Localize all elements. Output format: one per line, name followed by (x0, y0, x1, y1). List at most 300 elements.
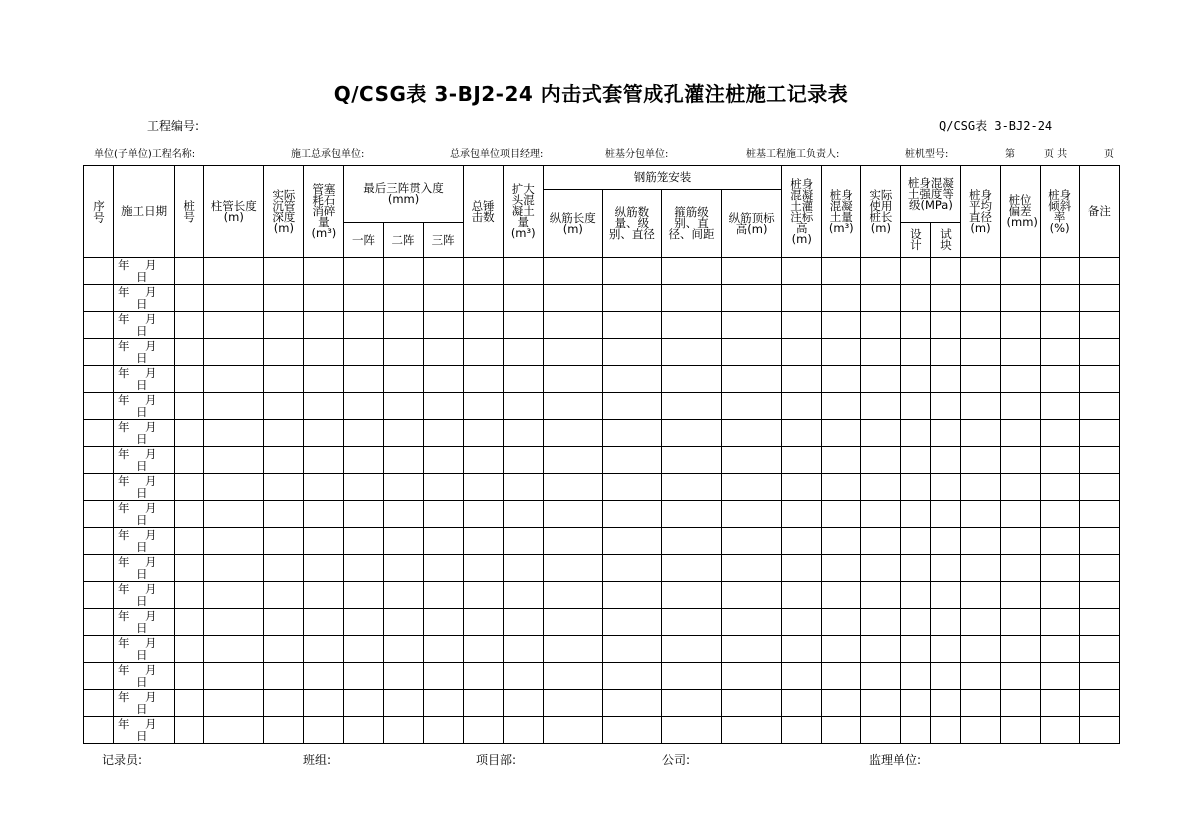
table-cell[interactable] (503, 690, 543, 717)
table-cell[interactable] (661, 582, 721, 609)
table-cell[interactable] (961, 420, 1000, 447)
table-cell[interactable] (861, 555, 901, 582)
table-cell[interactable] (304, 528, 344, 555)
table-cell[interactable] (722, 690, 782, 717)
table-cell[interactable] (661, 312, 721, 339)
table-cell[interactable] (383, 555, 423, 582)
table-cell[interactable] (264, 474, 304, 501)
table-cell[interactable] (1000, 366, 1040, 393)
table-cell[interactable] (543, 285, 602, 312)
table-cell[interactable] (543, 636, 602, 663)
table-cell[interactable] (543, 258, 602, 285)
table-cell[interactable] (423, 474, 463, 501)
table-cell[interactable] (503, 609, 543, 636)
table-cell[interactable] (931, 285, 961, 312)
table-cell[interactable] (822, 339, 861, 366)
table-cell[interactable] (304, 717, 344, 744)
table-cell[interactable] (204, 447, 264, 474)
table-cell[interactable] (1000, 582, 1040, 609)
table-cell[interactable] (175, 393, 204, 420)
table-cell[interactable] (344, 501, 383, 528)
table-cell[interactable] (782, 690, 822, 717)
table-cell[interactable] (344, 339, 383, 366)
table-cell[interactable] (602, 636, 661, 663)
table-cell[interactable] (463, 609, 503, 636)
table-cell[interactable] (204, 258, 264, 285)
table-cell[interactable] (175, 717, 204, 744)
table-cell[interactable] (423, 285, 463, 312)
table-cell[interactable] (722, 447, 782, 474)
table-cell[interactable] (383, 717, 423, 744)
table-cell[interactable] (463, 717, 503, 744)
table-cell[interactable] (84, 609, 114, 636)
table-cell[interactable] (84, 339, 114, 366)
table-cell[interactable] (722, 501, 782, 528)
table-cell[interactable] (661, 717, 721, 744)
table-cell[interactable] (1000, 690, 1040, 717)
table-cell[interactable] (931, 339, 961, 366)
table-cell[interactable] (1000, 717, 1040, 744)
table-cell[interactable] (931, 501, 961, 528)
table-cell[interactable] (861, 528, 901, 555)
table-cell[interactable] (543, 339, 602, 366)
table-cell[interactable] (1040, 447, 1079, 474)
table-cell[interactable] (861, 501, 901, 528)
table-cell[interactable] (722, 312, 782, 339)
table-cell[interactable] (463, 258, 503, 285)
table-cell[interactable] (383, 501, 423, 528)
table-cell[interactable] (901, 609, 931, 636)
date-cell[interactable] (114, 447, 175, 474)
table-cell[interactable] (1040, 339, 1079, 366)
table-cell[interactable] (661, 555, 721, 582)
date-cell[interactable] (114, 339, 175, 366)
table-cell[interactable] (931, 312, 961, 339)
table-cell[interactable] (861, 474, 901, 501)
table-cell[interactable] (423, 555, 463, 582)
table-cell[interactable] (204, 474, 264, 501)
table-cell[interactable] (264, 393, 304, 420)
table-cell[interactable] (423, 636, 463, 663)
table-cell[interactable] (1000, 393, 1040, 420)
table-cell[interactable] (543, 582, 602, 609)
table-cell[interactable] (901, 582, 931, 609)
table-cell[interactable] (264, 636, 304, 663)
table-cell[interactable] (961, 339, 1000, 366)
table-cell[interactable] (383, 420, 423, 447)
table-cell[interactable] (463, 420, 503, 447)
table-cell[interactable] (463, 312, 503, 339)
table-cell[interactable] (423, 366, 463, 393)
table-cell[interactable] (383, 447, 423, 474)
table-cell[interactable] (961, 555, 1000, 582)
table-cell[interactable] (264, 663, 304, 690)
table-cell[interactable] (861, 636, 901, 663)
table-cell[interactable] (722, 555, 782, 582)
date-cell[interactable] (114, 582, 175, 609)
table-cell[interactable] (961, 609, 1000, 636)
table-cell[interactable] (901, 474, 931, 501)
table-cell[interactable] (1040, 609, 1079, 636)
table-cell[interactable] (722, 420, 782, 447)
table-cell[interactable] (901, 258, 931, 285)
table-cell[interactable] (861, 312, 901, 339)
table-cell[interactable] (602, 501, 661, 528)
table-cell[interactable] (84, 636, 114, 663)
table-cell[interactable] (861, 258, 901, 285)
table-cell[interactable] (204, 393, 264, 420)
table-cell[interactable] (503, 501, 543, 528)
table-cell[interactable] (901, 501, 931, 528)
table-cell[interactable] (503, 636, 543, 663)
table-cell[interactable] (1000, 285, 1040, 312)
date-cell[interactable] (114, 366, 175, 393)
table-cell[interactable] (264, 528, 304, 555)
table-cell[interactable] (602, 717, 661, 744)
table-cell[interactable] (304, 366, 344, 393)
table-cell[interactable] (175, 501, 204, 528)
table-cell[interactable] (722, 393, 782, 420)
table-cell[interactable] (84, 393, 114, 420)
table-cell[interactable] (1079, 609, 1119, 636)
table-cell[interactable] (722, 528, 782, 555)
table-cell[interactable] (503, 285, 543, 312)
table-cell[interactable] (84, 528, 114, 555)
table-cell[interactable] (1040, 420, 1079, 447)
table-cell[interactable] (503, 663, 543, 690)
table-cell[interactable] (344, 258, 383, 285)
table-cell[interactable] (1040, 690, 1079, 717)
table-cell[interactable] (423, 582, 463, 609)
table-cell[interactable] (861, 582, 901, 609)
table-cell[interactable] (1079, 366, 1119, 393)
table-cell[interactable] (463, 636, 503, 663)
table-cell[interactable] (1079, 420, 1119, 447)
table-cell[interactable] (901, 312, 931, 339)
table-cell[interactable] (931, 663, 961, 690)
table-cell[interactable] (264, 717, 304, 744)
table-cell[interactable] (304, 339, 344, 366)
table-cell[interactable] (1040, 474, 1079, 501)
table-cell[interactable] (901, 420, 931, 447)
table-cell[interactable] (602, 609, 661, 636)
table-cell[interactable] (543, 420, 602, 447)
table-cell[interactable] (344, 285, 383, 312)
table-cell[interactable] (1000, 501, 1040, 528)
table-cell[interactable] (961, 258, 1000, 285)
table-cell[interactable] (344, 582, 383, 609)
table-cell[interactable] (463, 474, 503, 501)
table-cell[interactable] (84, 690, 114, 717)
table-cell[interactable] (782, 474, 822, 501)
table-cell[interactable] (1000, 636, 1040, 663)
date-cell[interactable] (114, 663, 175, 690)
table-cell[interactable] (822, 609, 861, 636)
table-cell[interactable] (175, 366, 204, 393)
date-cell[interactable] (114, 636, 175, 663)
table-cell[interactable] (722, 609, 782, 636)
table-cell[interactable] (961, 501, 1000, 528)
table-cell[interactable] (503, 555, 543, 582)
table-cell[interactable] (383, 636, 423, 663)
table-cell[interactable] (304, 690, 344, 717)
table-cell[interactable] (304, 447, 344, 474)
table-cell[interactable] (1040, 636, 1079, 663)
table-cell[interactable] (722, 285, 782, 312)
table-cell[interactable] (304, 258, 344, 285)
table-cell[interactable] (204, 717, 264, 744)
table-cell[interactable] (204, 690, 264, 717)
table-cell[interactable] (383, 393, 423, 420)
table-cell[interactable] (543, 474, 602, 501)
table-cell[interactable] (822, 555, 861, 582)
table-cell[interactable] (661, 636, 721, 663)
table-cell[interactable] (204, 339, 264, 366)
table-cell[interactable] (782, 717, 822, 744)
table-cell[interactable] (661, 366, 721, 393)
table-cell[interactable] (661, 393, 721, 420)
table-cell[interactable] (175, 474, 204, 501)
table-cell[interactable] (423, 393, 463, 420)
table-cell[interactable] (931, 474, 961, 501)
date-cell[interactable] (114, 609, 175, 636)
table-cell[interactable] (782, 555, 822, 582)
table-cell[interactable] (344, 555, 383, 582)
table-cell[interactable] (1000, 609, 1040, 636)
table-cell[interactable] (1040, 717, 1079, 744)
table-cell[interactable] (543, 312, 602, 339)
table-cell[interactable] (304, 609, 344, 636)
table-cell[interactable] (961, 717, 1000, 744)
date-cell[interactable] (114, 501, 175, 528)
table-cell[interactable] (344, 690, 383, 717)
table-cell[interactable] (463, 339, 503, 366)
table-cell[interactable] (722, 339, 782, 366)
table-cell[interactable] (204, 420, 264, 447)
table-cell[interactable] (383, 582, 423, 609)
table-cell[interactable] (264, 366, 304, 393)
table-cell[interactable] (931, 582, 961, 609)
table-cell[interactable] (961, 285, 1000, 312)
table-cell[interactable] (661, 528, 721, 555)
table-cell[interactable] (861, 609, 901, 636)
table-cell[interactable] (423, 339, 463, 366)
table-cell[interactable] (543, 393, 602, 420)
table-cell[interactable] (861, 339, 901, 366)
table-cell[interactable] (961, 528, 1000, 555)
table-cell[interactable] (822, 474, 861, 501)
table-cell[interactable] (822, 636, 861, 663)
table-cell[interactable] (304, 420, 344, 447)
table-cell[interactable] (782, 339, 822, 366)
table-cell[interactable] (1040, 285, 1079, 312)
table-cell[interactable] (901, 393, 931, 420)
table-cell[interactable] (344, 366, 383, 393)
table-cell[interactable] (264, 690, 304, 717)
table-cell[interactable] (602, 258, 661, 285)
table-cell[interactable] (175, 420, 204, 447)
table-cell[interactable] (383, 474, 423, 501)
table-cell[interactable] (503, 339, 543, 366)
table-cell[interactable] (1079, 636, 1119, 663)
date-cell[interactable] (114, 393, 175, 420)
table-cell[interactable] (423, 420, 463, 447)
table-cell[interactable] (782, 420, 822, 447)
table-cell[interactable] (84, 582, 114, 609)
table-cell[interactable] (84, 420, 114, 447)
table-cell[interactable] (782, 447, 822, 474)
date-cell[interactable] (114, 717, 175, 744)
table-cell[interactable] (304, 474, 344, 501)
table-cell[interactable] (304, 663, 344, 690)
table-cell[interactable] (961, 636, 1000, 663)
table-cell[interactable] (931, 258, 961, 285)
table-cell[interactable] (661, 258, 721, 285)
table-cell[interactable] (822, 663, 861, 690)
table-cell[interactable] (782, 609, 822, 636)
table-cell[interactable] (463, 447, 503, 474)
table-cell[interactable] (175, 609, 204, 636)
table-cell[interactable] (175, 447, 204, 474)
table-cell[interactable] (782, 663, 822, 690)
table-cell[interactable] (463, 663, 503, 690)
table-cell[interactable] (602, 582, 661, 609)
table-cell[interactable] (264, 312, 304, 339)
table-cell[interactable] (1040, 663, 1079, 690)
table-cell[interactable] (822, 690, 861, 717)
table-cell[interactable] (861, 717, 901, 744)
table-cell[interactable] (1079, 582, 1119, 609)
table-cell[interactable] (383, 528, 423, 555)
table-cell[interactable] (204, 609, 264, 636)
table-cell[interactable] (423, 717, 463, 744)
table-cell[interactable] (722, 258, 782, 285)
table-cell[interactable] (383, 339, 423, 366)
table-cell[interactable] (782, 258, 822, 285)
table-cell[interactable] (931, 717, 961, 744)
table-cell[interactable] (931, 366, 961, 393)
table-cell[interactable] (602, 555, 661, 582)
table-cell[interactable] (543, 447, 602, 474)
table-cell[interactable] (84, 501, 114, 528)
table-cell[interactable] (423, 258, 463, 285)
table-cell[interactable] (661, 474, 721, 501)
table-cell[interactable] (204, 366, 264, 393)
table-cell[interactable] (463, 528, 503, 555)
table-cell[interactable] (304, 312, 344, 339)
table-cell[interactable] (423, 528, 463, 555)
table-cell[interactable] (264, 501, 304, 528)
table-cell[interactable] (204, 582, 264, 609)
table-cell[interactable] (1040, 366, 1079, 393)
table-cell[interactable] (84, 447, 114, 474)
table-cell[interactable] (782, 636, 822, 663)
table-cell[interactable] (722, 663, 782, 690)
table-cell[interactable] (175, 636, 204, 663)
table-cell[interactable] (661, 447, 721, 474)
table-cell[interactable] (175, 555, 204, 582)
table-cell[interactable] (84, 717, 114, 744)
table-cell[interactable] (503, 366, 543, 393)
table-cell[interactable] (503, 258, 543, 285)
table-cell[interactable] (1040, 501, 1079, 528)
table-cell[interactable] (822, 501, 861, 528)
table-cell[interactable] (463, 501, 503, 528)
table-cell[interactable] (901, 717, 931, 744)
table-cell[interactable] (901, 366, 931, 393)
table-cell[interactable] (931, 555, 961, 582)
table-cell[interactable] (304, 501, 344, 528)
table-cell[interactable] (661, 501, 721, 528)
table-cell[interactable] (901, 528, 931, 555)
table-cell[interactable] (1000, 663, 1040, 690)
date-cell[interactable] (114, 285, 175, 312)
table-cell[interactable] (861, 285, 901, 312)
table-cell[interactable] (861, 420, 901, 447)
table-cell[interactable] (1040, 528, 1079, 555)
table-cell[interactable] (961, 582, 1000, 609)
table-cell[interactable] (344, 312, 383, 339)
table-cell[interactable] (344, 609, 383, 636)
table-cell[interactable] (84, 312, 114, 339)
table-cell[interactable] (204, 528, 264, 555)
table-cell[interactable] (543, 555, 602, 582)
table-cell[interactable] (861, 690, 901, 717)
table-cell[interactable] (1079, 285, 1119, 312)
table-cell[interactable] (423, 447, 463, 474)
table-cell[interactable] (961, 447, 1000, 474)
table-cell[interactable] (661, 285, 721, 312)
table-cell[interactable] (1000, 528, 1040, 555)
table-cell[interactable] (661, 663, 721, 690)
table-cell[interactable] (264, 609, 304, 636)
table-cell[interactable] (84, 663, 114, 690)
table-cell[interactable] (901, 636, 931, 663)
table-cell[interactable] (722, 636, 782, 663)
table-cell[interactable] (901, 555, 931, 582)
table-cell[interactable] (961, 474, 1000, 501)
table-cell[interactable] (782, 501, 822, 528)
table-cell[interactable] (84, 366, 114, 393)
table-cell[interactable] (602, 339, 661, 366)
table-cell[interactable] (602, 285, 661, 312)
table-cell[interactable] (344, 636, 383, 663)
table-cell[interactable] (1040, 393, 1079, 420)
table-cell[interactable] (661, 420, 721, 447)
table-cell[interactable] (1079, 690, 1119, 717)
table-cell[interactable] (204, 636, 264, 663)
table-cell[interactable] (463, 285, 503, 312)
table-cell[interactable] (822, 366, 861, 393)
table-cell[interactable] (931, 393, 961, 420)
date-cell[interactable] (114, 555, 175, 582)
table-cell[interactable] (423, 609, 463, 636)
table-cell[interactable] (1000, 474, 1040, 501)
table-cell[interactable] (423, 690, 463, 717)
table-cell[interactable] (1079, 474, 1119, 501)
table-cell[interactable] (543, 528, 602, 555)
table-cell[interactable] (503, 528, 543, 555)
table-cell[interactable] (344, 474, 383, 501)
table-cell[interactable] (543, 609, 602, 636)
table-cell[interactable] (503, 393, 543, 420)
table-cell[interactable] (543, 366, 602, 393)
table-cell[interactable] (822, 258, 861, 285)
table-cell[interactable] (204, 501, 264, 528)
table-cell[interactable] (175, 690, 204, 717)
table-cell[interactable] (1079, 717, 1119, 744)
table-cell[interactable] (961, 663, 1000, 690)
